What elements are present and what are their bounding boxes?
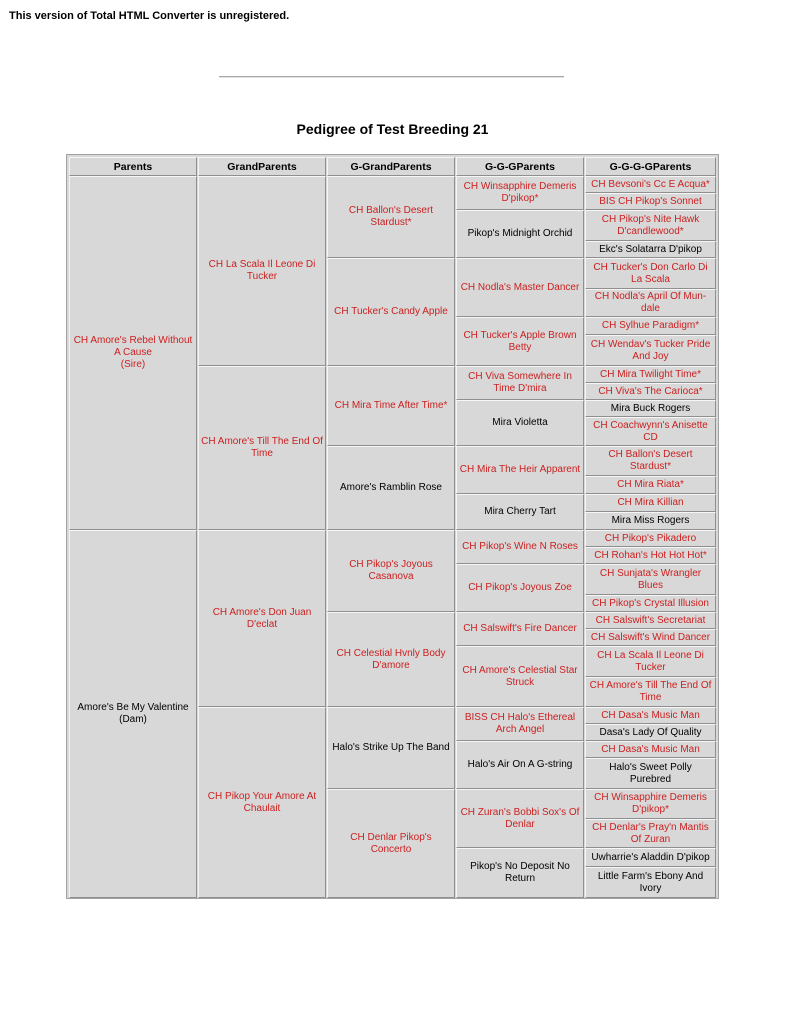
column-header-g-grandparents [327,157,455,176]
pedigree-cell-gggg-parents [585,724,716,741]
pedigree-cell-ggg-parents-text[interactable]: CH Viva Somewhere In Time D'mira [468,371,572,394]
pedigree-cell-gggg-parents-text[interactable]: CH Dasa's Music Man [601,709,700,721]
pedigree-cell-gggg-parents-text[interactable]: CH Mira Riata* [617,479,684,490]
column-header-parents-text: Parents [113,160,153,173]
pedigree-cell-ggg-parents [456,741,584,789]
pedigree-cell-gggg-parents[interactable] [585,417,716,446]
pedigree-cell-gggg-parents-text: Ekc's Solatarra D'pikop [599,243,702,255]
pedigree-cell-ggg-parents-text[interactable]: CH Pikop's Joyous Zoe [468,582,572,593]
pedigree-cell-gggg-parents-text[interactable]: CH Wendav's Tucker Pride And Joy [590,338,711,362]
column-header-grandparents [198,157,326,176]
pedigree-cell-grandparents-text[interactable]: CH La Scala Il Leone Di Tucker [208,259,316,282]
pedigree-cell-gggg-parents-text[interactable]: CH Sunjata's Wrangler Blues [599,567,702,591]
pedigree-cell-gggg-parents[interactable] [585,476,716,494]
pedigree-cell-ggg-parents[interactable] [456,707,584,741]
pedigree-cell-gggg-parents[interactable] [585,707,716,724]
pedigree-cell-ggg-parents-text: Pikop's Midnight Orchid [467,228,573,239]
pedigree-cell-gggg-parents[interactable] [585,366,716,383]
pedigree-cell-grandparents-text[interactable]: CH Amore's Till The End Of Time [201,436,323,459]
pedigree-cell-gggg-parents-text[interactable]: CH Mira Killian [617,497,684,508]
pedigree-cell-gggg-parents-text[interactable]: CH Amore's Till The End Of Time [589,680,712,703]
pedigree-cell-parents-text: Amore's Be My Valentine [77,702,189,713]
pedigree-cell-ggg-parents-text: Mira Violetta [492,417,548,428]
pedigree-cell-gggg-parents-text[interactable]: CH Coachwynn's Anisette CD [593,419,708,443]
pedigree-cell-parents-text: (Dam) [119,714,147,725]
pedigree-cell-ggg-parents-text[interactable]: CH Pikop's Wine N Roses [462,541,578,552]
pedigree-cell-gggg-parents[interactable] [585,629,716,646]
pedigree-cell-gggg-parents[interactable] [585,193,716,210]
pedigree-cell-gggg-parents-text[interactable]: CH Tucker's Don Carlo Di La Scala [593,261,708,285]
column-header-parents [69,157,197,176]
pedigree-cell-great-grandparents-text[interactable]: CH Pikop's Joyous Casanova [349,559,433,582]
pedigree-cell-gggg-parents-text[interactable]: CH Sylhue Paradigm* [601,320,700,331]
pedigree-cell-gggg-parents[interactable] [585,383,716,400]
pedigree-cell-parents-text[interactable]: (Sire) [120,359,146,370]
pedigree-cell-ggg-parents[interactable] [456,789,584,848]
pedigree-cell-ggg-parents[interactable] [456,317,584,366]
pedigree-cell-gggg-parents[interactable] [585,210,716,241]
column-header-g-g-gparents [456,157,584,176]
pedigree-cell-ggg-parents[interactable] [456,366,584,400]
column-header-g-g-g-gparents [585,157,716,176]
pedigree-cell-parents-text[interactable]: CH Amore's Rebel Without A Cause [73,335,193,358]
pedigree-cell-gggg-parents [585,867,716,898]
column-header-g-g-gparents-text: G-G-GParents [484,160,555,173]
pedigree-cell-gggg-parents[interactable] [585,289,716,317]
pedigree-cell-grandparents[interactable] [198,707,326,898]
column-header-g-g-g-gparents-text: G-G-G-GParents [609,160,692,173]
pedigree-cell-gggg-parents-text[interactable]: CH Pikop's Crystal Illusion [592,597,709,609]
pedigree-cell-ggg-parents[interactable] [456,446,584,494]
pedigree-cell-gggg-parents[interactable] [585,317,716,335]
pedigree-cell-ggg-parents-text[interactable]: CH Zuran's Bobbi Sox's Of Denlar [460,806,580,830]
pedigree-cell-ggg-parents [456,494,584,530]
pedigree-cell-gggg-parents-text[interactable]: CH Salswift's Wind Dancer [590,631,711,643]
pedigree-cell-ggg-parents-text[interactable]: CH Amore's Celestial Star Struck [462,664,578,688]
pedigree-cell-great-grandparents[interactable] [327,258,455,366]
pedigree-cell-gggg-parents[interactable] [585,564,716,595]
pedigree-cell-gggg-parents-text[interactable]: CH Denlar's Pray'n Mantis Of Zuran [592,821,709,845]
pedigree-cell-ggg-parents-text[interactable]: CH Mira The Heir Apparent [459,464,581,475]
pedigree-cell-great-grandparents [327,707,455,789]
pedigree-cell-great-grandparents-text[interactable]: CH Tucker's Candy Apple [334,306,448,317]
pedigree-cell-gggg-parents[interactable] [585,530,716,547]
pedigree-cell-ggg-parents [456,848,584,898]
pedigree-cell-parents[interactable] [69,176,197,530]
pedigree-cell-gggg-parents-text[interactable]: CH Salswift's Secretariat [595,614,706,626]
pedigree-cell-ggg-parents[interactable] [456,530,584,564]
pedigree-cell-ggg-parents[interactable] [456,646,584,707]
pedigree-cell-gggg-parents [585,512,716,530]
pedigree-cell-ggg-parents[interactable] [456,258,584,317]
pedigree-cell-ggg-parents[interactable] [456,176,584,210]
pedigree-cell-gggg-parents [585,758,716,789]
pedigree-cell-great-grandparents-text[interactable]: CH Denlar Pikop's Concerto [350,831,432,855]
pedigree-cell-gggg-parents-text: Uwharrie's Aladdin D'pikop [591,851,710,863]
pedigree-cell-grandparents-text[interactable]: CH Pikop Your Amore At Chaulait [207,790,317,814]
pedigree-cell-gggg-parents[interactable] [585,595,716,612]
pedigree-cell-gggg-parents[interactable] [585,494,716,512]
pedigree-table [66,154,719,899]
pedigree-cell-gggg-parents-text[interactable]: CH Bevsoni's Cc E Acqua* [591,178,710,190]
pedigree-cell-ggg-parents-text: Halo's Air On A G-string [467,759,573,770]
pedigree-cell-ggg-parents[interactable] [456,564,584,612]
pedigree-cell-ggg-parents-text[interactable]: CH Salswift's Fire Dancer [463,623,577,634]
pedigree-cell-ggg-parents-text: Pikop's No Deposit No Return [470,861,570,884]
pedigree-cell-gggg-parents[interactable] [585,258,716,289]
pedigree-cell-great-grandparents[interactable] [327,789,455,898]
pedigree-cell-gggg-parents[interactable] [585,646,716,677]
pedigree-cell-gggg-parents-text[interactable]: CH Pikop's Nite Hawk D'candlewood* [601,213,700,237]
pedigree-cell-great-grandparents-text: Amore's Ramblin Rose [340,482,442,493]
pedigree-cell-gggg-parents[interactable] [585,547,716,564]
unregistered-banner: This version of Total HTML Converter is unregistered. [9,10,290,22]
pedigree-cell-gggg-parents-text[interactable]: CH Viva's The Carioca* [598,385,703,397]
pedigree-cell-great-grandparents [327,446,455,530]
pedigree-cell-ggg-parents-text[interactable]: BISS CH Halo's Ethereal Arch Angel [464,712,576,735]
pedigree-cell-ggg-parents-text: Mira Cherry Tart [484,506,556,517]
pedigree-cell-great-grandparents-text[interactable]: CH Ballon's Desert Stardust* [348,205,434,228]
pedigree-cell-gggg-parents-text[interactable]: CH Pikop's Pikadero [604,532,697,544]
pedigree-cell-great-grandparents[interactable] [327,176,455,258]
pedigree-cell-grandparents[interactable] [198,366,326,530]
column-header-g-grandparents-text: G-GrandParents [350,160,432,173]
pedigree-cell-gggg-parents-text[interactable]: CH Nodla's April Of Mun-dale [594,291,707,314]
pedigree-cell-gggg-parents-text[interactable]: BIS CH Pikop's Sonnet [599,195,702,207]
pedigree-cell-grandparents[interactable] [198,530,326,707]
pedigree-cell-great-grandparents[interactable] [327,366,455,446]
pedigree-cell-gggg-parents-text: Mira Buck Rogers [610,402,691,414]
pedigree-cell-gggg-parents-text: Mira Miss Rogers [611,515,690,526]
pedigree-cell-grandparents-text[interactable]: CH Amore's Don Juan D'eclat [212,606,312,630]
pedigree-cell-grandparents[interactable] [198,176,326,366]
pedigree-cell-gggg-parents-text: Halo's Sweet Polly Purebred [609,761,692,785]
pedigree-cell-ggg-parents-text[interactable]: CH Winsapphire Demeris D'pikop* [463,181,577,204]
pedigree-cell-ggg-parents [456,400,584,446]
pedigree-cell-gggg-parents[interactable] [585,819,716,848]
pedigree-cell-ggg-parents-text[interactable]: CH Tucker's Apple Brown Betty [463,329,577,353]
pedigree-cell-gggg-parents[interactable] [585,335,716,366]
pedigree-cell-gggg-parents[interactable] [585,612,716,629]
page-title: Pedigree of Test Breeding 21 [296,121,489,137]
pedigree-cell-gggg-parents [585,241,716,258]
pedigree-cell-gggg-parents-text[interactable]: CH La Scala Il Leone Di Tucker [597,649,704,673]
pedigree-cell-parents [69,530,197,898]
column-header-grandparents-text: GrandParents [227,160,297,173]
pedigree-cell-gggg-parents-text[interactable]: CH Mira Twilight Time* [600,368,701,380]
pedigree-cell-ggg-parents[interactable] [456,612,584,646]
pedigree-cell-great-grandparents-text[interactable]: CH Mira Time After Time* [334,400,448,411]
pedigree-cell-gggg-parents-text: Little Farm's Ebony And Ivory [597,870,704,894]
pedigree-cell-great-grandparents[interactable] [327,612,455,707]
pedigree-cell-gggg-parents[interactable] [585,446,716,476]
pedigree-cell-gggg-parents [585,848,716,867]
pedigree-cell-gggg-parents[interactable] [585,677,716,707]
horizontal-divider [219,76,564,78]
pedigree-cell-gggg-parents[interactable] [585,741,716,758]
pedigree-cell-gggg-parents-text[interactable]: CH Rohan's Hot Hot Hot* [594,549,707,561]
pedigree-cell-ggg-parents [456,210,584,258]
pedigree-cell-ggg-parents-text[interactable]: CH Nodla's Master Dancer [460,281,580,293]
pedigree-cell-gggg-parents-text[interactable]: CH Ballon's Desert Stardust* [608,449,693,472]
pedigree-cell-great-grandparents-text[interactable]: CH Celestial Hvnly Body D'amore [336,647,446,671]
pedigree-cell-gggg-parents[interactable] [585,789,716,819]
pedigree-cell-gggg-parents[interactable] [585,176,716,193]
pedigree-cell-great-grandparents-text: Halo's Strike Up The Band [332,742,450,753]
pedigree-cell-gggg-parents-text[interactable]: CH Winsapphire Demeris D'pikop* [594,792,707,815]
pedigree-cell-gggg-parents [585,400,716,417]
pedigree-cell-gggg-parents-text[interactable]: CH Dasa's Music Man [601,743,700,755]
pedigree-cell-gggg-parents-text: Dasa's Lady Of Quality [599,726,702,738]
pedigree-cell-great-grandparents[interactable] [327,530,455,612]
